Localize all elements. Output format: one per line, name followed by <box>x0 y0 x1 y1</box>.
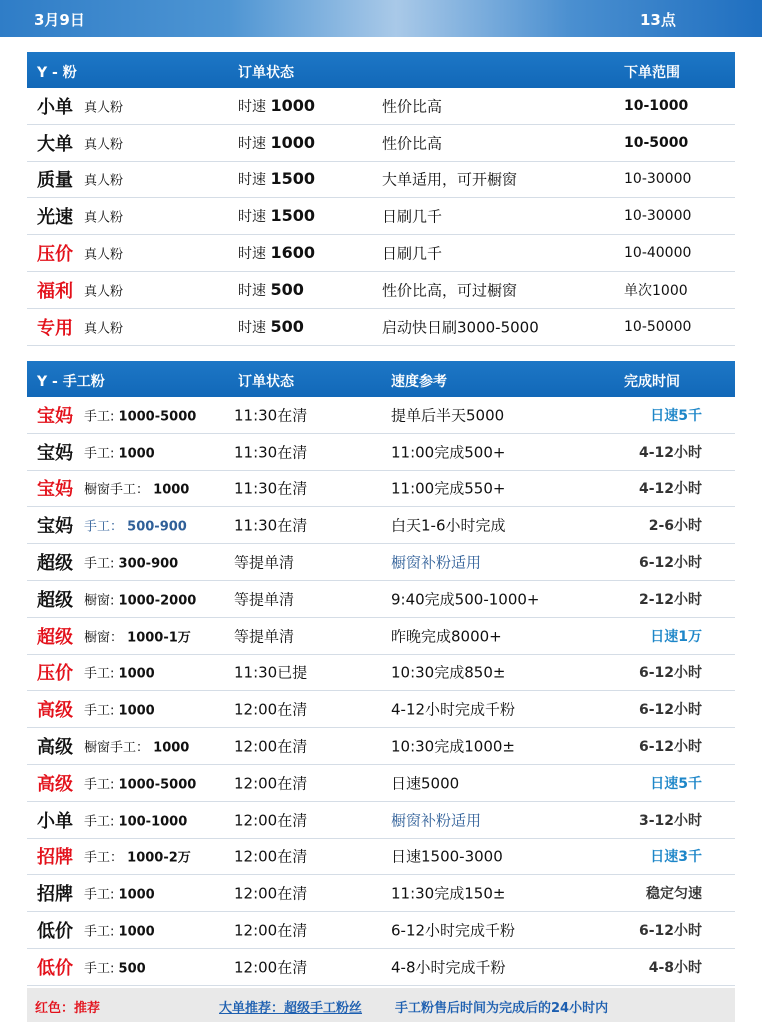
type-range: 1000-5000 <box>118 409 197 425</box>
header-completion-time: 完成时间 <box>624 374 680 390</box>
order-status: 11:30在清 <box>234 516 308 535</box>
completion-time: 2-12小时 <box>638 591 702 608</box>
order-range: 10-30000 <box>624 208 692 225</box>
speed-cell <box>238 280 304 300</box>
type-label: 手工： <box>84 519 124 535</box>
type-label: 橱窗： <box>84 630 124 646</box>
table-row <box>27 507 735 544</box>
product-type: 真人粉 <box>84 137 124 153</box>
type-range: 1000 <box>153 482 190 498</box>
order-status: 等提单清 <box>234 590 295 609</box>
header-speed-reference: 速度参考 <box>391 374 447 390</box>
speed-value: 500 <box>270 279 304 299</box>
speed-value: 1500 <box>270 206 315 226</box>
completion-time: 6-12小时 <box>638 555 702 572</box>
product-name: 招牌 <box>37 884 73 906</box>
speed-value: 1600 <box>270 243 315 263</box>
product-name: 大单 <box>37 133 73 155</box>
note-text: 性价比高，可过橱窗 <box>382 281 518 300</box>
table-row <box>27 162 735 199</box>
speed-value: 1500 <box>270 169 315 189</box>
speed-cell <box>238 317 304 337</box>
product-name: 招牌 <box>37 847 73 869</box>
speed-label: 时速 <box>238 282 266 299</box>
fans-table <box>27 52 735 346</box>
type-range: 1000 <box>118 703 155 719</box>
header-order-status: 订单状态 <box>238 374 294 390</box>
order-range: 10-50000 <box>624 318 692 335</box>
order-status: 12:00在清 <box>234 811 308 830</box>
table-row <box>27 88 735 125</box>
recommend-link[interactable]: 大单推荐：超级手工粉丝 <box>219 1001 363 1016</box>
type-label: 手工: <box>84 814 115 830</box>
note-text: 日刷几千 <box>382 244 443 263</box>
type-label: 手工： <box>84 850 124 866</box>
type-label: 橱窗手工： <box>84 740 150 756</box>
order-status: 12:00在清 <box>234 958 308 977</box>
speed-value: 500 <box>270 316 304 336</box>
type-range: 1000-2000 <box>118 593 197 609</box>
type-range: 1000-5000 <box>118 777 197 793</box>
speed-reference: 昨晚完成8000+ <box>391 627 502 646</box>
table-row <box>27 728 735 765</box>
order-status: 12:00在清 <box>234 774 308 793</box>
speed-label: 时速 <box>238 246 266 263</box>
fans-table-header <box>27 52 735 88</box>
type-label: 手工: <box>84 961 115 977</box>
completion-time: 6-12小时 <box>638 702 702 719</box>
type-label: 手工: <box>84 703 115 719</box>
speed-value: 1000 <box>270 132 315 152</box>
table-row <box>27 125 735 162</box>
speed-cell <box>238 243 315 263</box>
speed-reference: 日速1500-3000 <box>391 847 503 866</box>
note-text: 性价比高 <box>382 134 443 153</box>
speed-reference: 10:30完成1000± <box>391 737 515 756</box>
note-text: 启动快日刷3000-5000 <box>382 318 539 337</box>
product-type: 真人粉 <box>84 247 124 263</box>
type-range: 1000 <box>118 446 155 462</box>
header-category: Y - 粉 <box>37 65 77 81</box>
table-row <box>27 839 735 876</box>
speed-reference: 10:30完成850± <box>391 663 506 682</box>
product-name: 低价 <box>37 921 73 943</box>
type-label: 手工: <box>84 409 115 425</box>
product-name: 高级 <box>37 773 73 795</box>
table-row <box>27 309 735 346</box>
product-type: 真人粉 <box>84 173 124 189</box>
product-name: 宝妈 <box>37 442 73 464</box>
table-row <box>27 618 735 655</box>
speed-cell <box>238 133 315 153</box>
table-row <box>27 765 735 802</box>
order-status: 等提单清 <box>234 553 295 572</box>
order-status: 12:00在清 <box>234 921 308 940</box>
completion-time: 6-12小时 <box>638 739 702 756</box>
product-name: 压价 <box>37 244 73 266</box>
speed-label: 时速 <box>238 135 266 152</box>
table-row <box>27 235 735 272</box>
type-label: 手工: <box>84 887 115 903</box>
manual-table-header <box>27 361 735 397</box>
speed-reference: 日速5000 <box>391 774 460 793</box>
order-status: 12:00在清 <box>234 884 308 903</box>
header-order-range: 下单范围 <box>624 65 680 81</box>
aftersale-note: 手工粉售后时间为完成后的24小时内 <box>395 1001 609 1016</box>
completion-time: 日速5千 <box>650 407 702 424</box>
speed-cell <box>238 206 315 226</box>
table-row <box>27 544 735 581</box>
speed-reference: 6-12小时完成千粉 <box>391 921 516 940</box>
speed-reference: 橱窗补粉适用 <box>391 553 482 572</box>
completion-time: 6-12小时 <box>638 923 702 940</box>
speed-value: 1000 <box>270 95 315 115</box>
top-banner <box>0 0 762 37</box>
note-text: 日刷几千 <box>382 207 443 226</box>
order-status: 等提单清 <box>234 627 295 646</box>
product-type: 真人粉 <box>84 210 124 226</box>
product-name: 小单 <box>37 96 73 118</box>
hour-label: 13点 <box>640 11 676 29</box>
completion-time: 日速1万 <box>650 628 702 645</box>
table-row <box>27 949 735 986</box>
speed-label: 时速 <box>238 172 266 189</box>
type-label: 手工: <box>84 924 115 940</box>
completion-time: 4-8小时 <box>648 959 702 976</box>
product-name: 超级 <box>37 553 73 575</box>
table-row <box>27 581 735 618</box>
product-name: 宝妈 <box>37 516 73 538</box>
speed-label: 时速 <box>238 209 266 226</box>
product-name: 质量 <box>37 170 73 192</box>
speed-reference: 11:30完成150± <box>391 884 506 903</box>
order-range: 单次1000 <box>624 282 688 299</box>
note-text: 性价比高 <box>382 97 443 116</box>
completion-time: 4-12小时 <box>638 481 702 498</box>
product-name: 光速 <box>37 207 73 229</box>
type-label: 手工: <box>84 666 115 682</box>
product-name: 专用 <box>37 317 73 339</box>
table-row <box>27 272 735 309</box>
completion-time: 稳定匀速 <box>646 886 702 903</box>
speed-reference: 11:00完成500+ <box>391 443 506 462</box>
manual-table <box>27 361 735 986</box>
header-category: Y - 手工粉 <box>37 374 105 390</box>
table-row <box>27 691 735 728</box>
product-name: 超级 <box>37 589 73 611</box>
product-name: 宝妈 <box>37 405 73 427</box>
completion-time: 3-12小时 <box>638 812 702 829</box>
footer-notes <box>27 988 735 1022</box>
completion-time: 6-12小时 <box>638 665 702 682</box>
completion-time: 2-6小时 <box>648 518 702 535</box>
type-range: 300-900 <box>118 556 179 572</box>
type-label: 手工: <box>84 446 115 462</box>
order-status: 11:30在清 <box>234 443 308 462</box>
product-name: 低价 <box>37 957 73 979</box>
speed-reference: 4-12小时完成千粉 <box>391 700 516 719</box>
type-label: 手工: <box>84 556 115 572</box>
type-range: 500 <box>118 961 146 977</box>
type-label: 橱窗: <box>84 593 115 609</box>
product-name: 超级 <box>37 626 73 648</box>
legend-note: 红色：推荐 <box>35 1001 101 1016</box>
speed-cell <box>238 96 315 116</box>
product-name: 高级 <box>37 700 73 722</box>
type-range: 1000 <box>153 740 190 756</box>
date-label: 3月9日 <box>34 11 85 29</box>
table-row <box>27 198 735 235</box>
table-row <box>27 802 735 839</box>
speed-reference: 白天1-6小时完成 <box>391 516 506 535</box>
product-name: 压价 <box>37 663 73 685</box>
type-range: 1000 <box>118 887 155 903</box>
type-label: 橱窗手工： <box>84 482 150 498</box>
order-status: 12:00在清 <box>234 700 308 719</box>
order-status: 12:00在清 <box>234 847 308 866</box>
order-range: 10-30000 <box>624 171 692 188</box>
header-order-status: 订单状态 <box>238 65 294 81</box>
speed-reference: 提单后半天5000 <box>391 406 505 425</box>
type-range: 100-1000 <box>118 814 188 830</box>
product-name: 福利 <box>37 280 73 302</box>
product-name: 宝妈 <box>37 479 73 501</box>
table-row <box>27 397 735 434</box>
speed-reference: 9:40完成500-1000+ <box>391 590 540 609</box>
table-row <box>27 471 735 508</box>
speed-label: 时速 <box>238 319 266 336</box>
type-range: 1000-1万 <box>127 630 191 646</box>
order-range: 10-1000 <box>624 97 689 114</box>
speed-label: 时速 <box>238 98 266 115</box>
product-type: 真人粉 <box>84 321 124 337</box>
type-label: 手工: <box>84 777 115 793</box>
completion-time: 4-12小时 <box>638 444 702 461</box>
note-text: 大单适用，可开橱窗 <box>382 170 518 189</box>
speed-reference: 11:00完成550+ <box>391 479 506 498</box>
order-status: 11:30在清 <box>234 406 308 425</box>
table-row <box>27 912 735 949</box>
product-name: 高级 <box>37 737 73 759</box>
order-range: 10-5000 <box>624 134 689 151</box>
completion-time: 日速5千 <box>650 775 702 792</box>
product-name: 小单 <box>37 810 73 832</box>
speed-reference: 4-8小时完成千粉 <box>391 958 506 977</box>
speed-reference: 橱窗补粉适用 <box>391 811 482 830</box>
product-type: 真人粉 <box>84 100 124 116</box>
order-range: 10-40000 <box>624 245 692 262</box>
table-row <box>27 875 735 912</box>
product-type: 真人粉 <box>84 284 124 300</box>
table-row <box>27 655 735 692</box>
order-status: 11:30在清 <box>234 479 308 498</box>
type-range: 500-900 <box>127 519 187 535</box>
type-range: 1000-2万 <box>127 850 191 866</box>
order-status: 11:30已提 <box>234 663 308 682</box>
order-status: 12:00在清 <box>234 737 308 756</box>
completion-time: 日速3千 <box>650 849 702 866</box>
speed-cell <box>238 169 315 189</box>
type-range: 1000 <box>118 924 155 940</box>
table-row <box>27 434 735 471</box>
type-range: 1000 <box>118 666 155 682</box>
